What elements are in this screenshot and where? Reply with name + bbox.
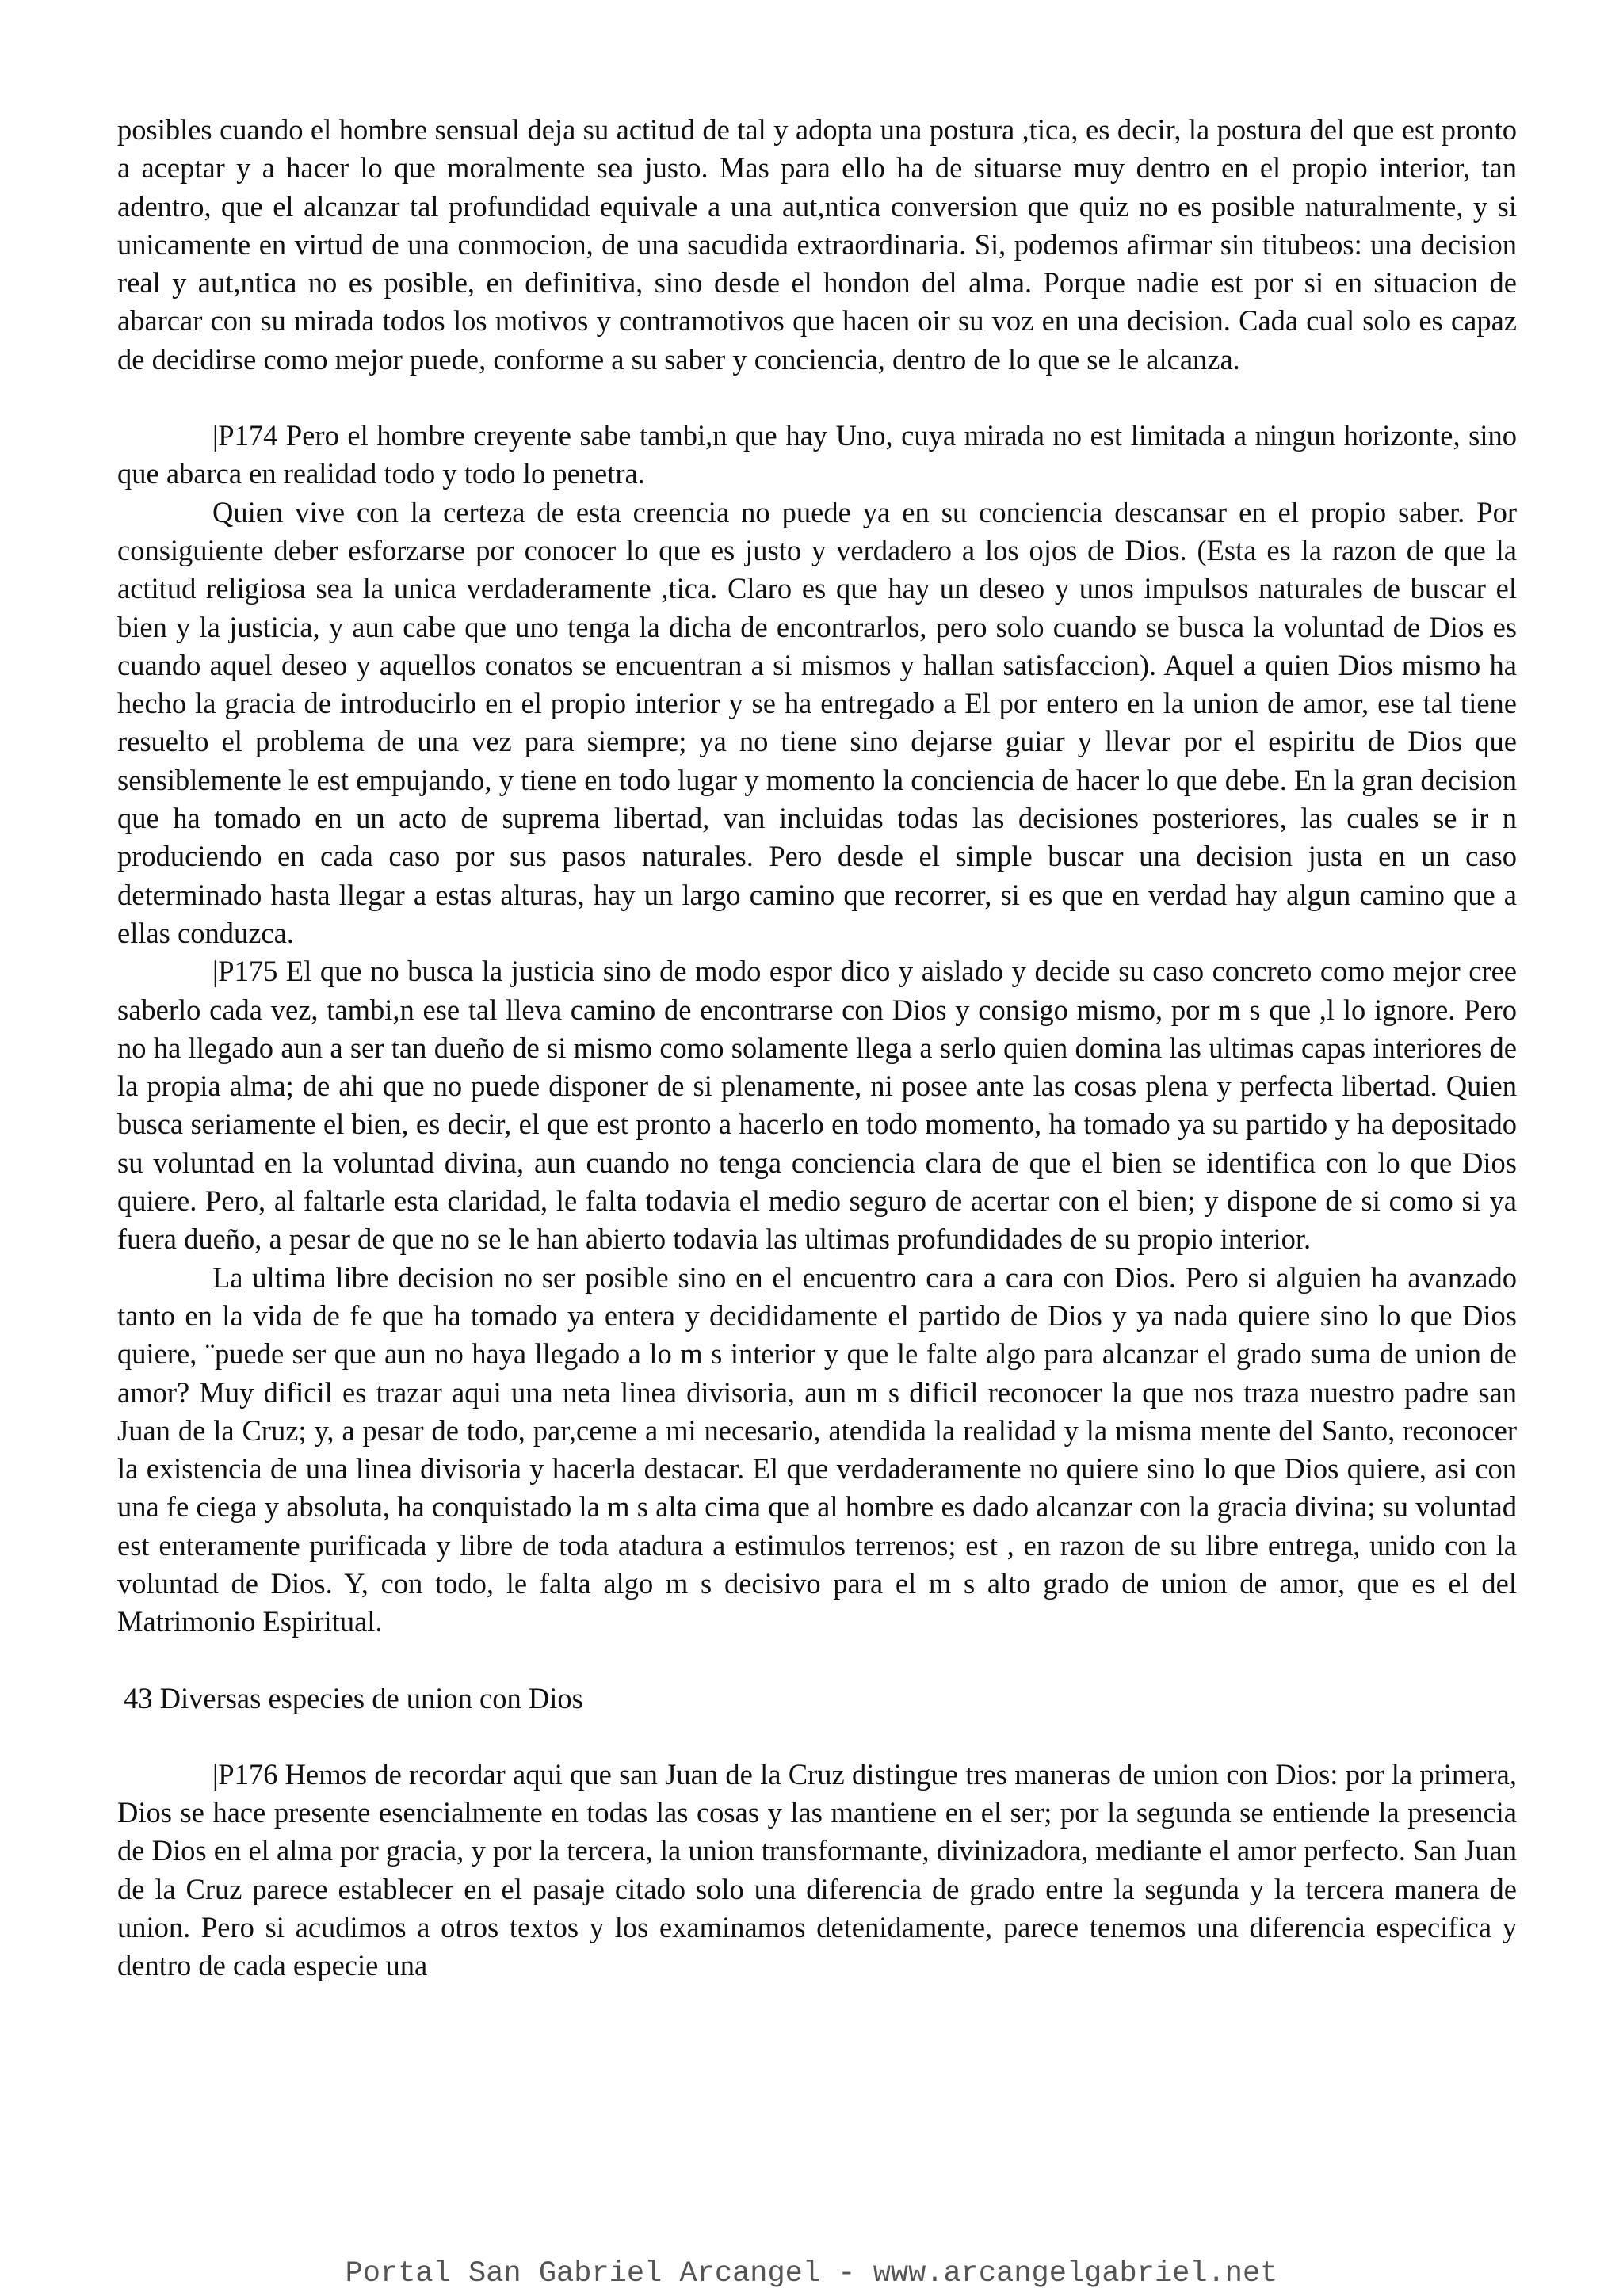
paragraph-intro: posibles cuando el hombre sensual deja su actitud de tal y adopta una postura ,tica, es decir, la postura del que est pronto a aceptar y a hacer lo que moralmente sea justo. Mas para ello ha de situarse muy dentro en el propio interior, tan adentro, que el alcanzar tal profundidad equivale a una aut,ntica conversion que quiz no es posible naturalmente, y si unicamente en virtud de una conmocion, de una sacudida extraordinaria. Si, podemos afirmar sin titubeos: una decision real y aut,ntica no es posible, en definitiva, sino desde el hondon del alma. Porque nadie est por si en situacion de abarcar con su mirada todos los motivos y contramotivos que hacen oir su voz en una decision. Cada cual solo es capaz de decidirse como mejor puede, conforme a su saber y conciencia, dentro de lo que se le alcanza. <box>117 113 1517 376</box>
section-heading: 43 Diversas especies de union con Dios <box>124 1681 583 1714</box>
paragraph-quien-vive: Quien vive con la certeza de esta creencia no puede ya en su conciencia descansar en el propio saber. Por consiguiente deber esforzarse por conocer lo que es justo y verdadero a los ojos de Dios. (Esta es la razon de que la actitud religiosa sea la unica verdaderamente ,tica. Claro es que hay un deseo y unos impulsos naturales de buscar el bien y la justicia, y aun cabe que uno tenga la dicha de encontrarlos, pero solo cuando se busca la voluntad de Dios es cuando aquel deseo y aquellos conatos se encuentran a si mismos y hallan satisfaccion). Aquel a quien Dios mismo ha hecho la gracia de introducirlo en el propio interior y se ha entregado a El por entero en la union de amor, ese tal tiene resuelto el problema de una vez para siempre; ya no tiene sino dejarse guiar y llevar por el espiritu de Dios que sensiblemente le est empujando, y tiene en todo lugar y momento la conciencia de hacer lo que debe. En la gran decision que ha tomado en un acto de suprema libertad, van incluidas todas las decisiones posteriores, las cuales se ir n produciendo en cada caso por sus pasos naturales. Pero desde el simple buscar una decision justa en un caso determinado hasta llegar a estas alturas, hay un largo camino que recorrer, si es que en verdad hay algun camino que a ellas conduzca. <box>117 495 1517 949</box>
page-footer: Portal San Gabriel Arcangel - www.arcangelgabriel.net <box>345 2257 1278 2290</box>
paragraph-p175: |P175 El que no busca la justicia sino de modo espor dico y aislado y decide su caso concreto como mejor cree saberlo cada vez, tambi,n ese tal lleva camino de encontrarse con Dios y consigo mismo, por m s que ,l lo ignore. Pero no ha llegado aun a ser tan dueño de si mismo como solamente llega a serlo quien domina las ultimas capas interiores de la propia alma; de ahi que no puede disponer de si plenamente, ni posee ante las cosas plena y perfecta libertad. Quien busca seriamente el bien, es decir, el que est pronto a hacerlo en todo momento, ha tomado ya su partido y ha depositado su voluntad en la voluntad divina, aun cuando no tenga conciencia clara de que el bien se identifica con lo que Dios quiere. Pero, al faltarle esta claridad, le falta todavia el medio seguro de acertar con el bien; y dispone de si como si ya fuera dueño, a pesar de que no se le han abierto todavia las ultimas profundidades de su propio interior. <box>117 955 1517 1256</box>
document-page <box>117 111 1517 1985</box>
paragraph-p174: |P174 Pero el hombre creyente sabe tambi,n que hay Uno, cuya mirada no est limitada a ningun horizonte, sino que abarca en realidad todo y todo lo penetra. <box>117 419 1517 490</box>
paragraph-p176: |P176 Hemos de recordar aqui que san Juan de la Cruz distingue tres maneras de union con Dios: por la primera, Dios se hace presente esencialmente en todas las cosas y las mantiene en el ser; por la segunda se entiende la presencia de Dios en el alma por gracia, y por la tercera, la union transformante, divinizadora, mediante el amor perfecto. San Juan de la Cruz parece establecer en el pasaje citado solo una diferencia de grado entre la segunda y la tercera manera de union. Pero si acudimos a otros textos y los examinamos detenidamente, parece tenemos una diferencia especifica y dentro de cada especie una <box>117 1757 1517 1982</box>
paragraph-ultima-decision: La ultima libre decision no ser posible sino en el encuentro cara a cara con Dios. Pero si alguien ha avanzado tanto en la vida de fe que ha tomado ya entera y decididamente el partido de Dios y ya nada quiere sino lo que Dios quiere, ¨puede ser que aun no haya llegado a lo m s interior y que le falte algo para alcanzar el grado suma de union de amor? Muy dificil es trazar aqui una neta linea divisoria, aun m s dificil reconocer la que nos traza nuestro padre san Juan de la Cruz; y, a pesar de todo, par,ceme a mi necesario, atendida la realidad y la misma mente del Santo, reconocer la existencia de una linea divisoria y hacerla destacar. El que verdaderamente no quiere sino lo que Dios quiere, asi con una fe ciega y absoluta, ha conquistado la m s alta cima que al hombre es dado alcanzar con la gracia divina; su voluntad est enteramente purificada y libre de toda atadura a estimulos terrenos; est , en razon de su libre entrega, unido con la voluntad de Dios. Y, con todo, le falta algo m s decisivo para el m s alto grado de union de amor, que es el del Matrimonio Espiritual. <box>117 1261 1517 1638</box>
